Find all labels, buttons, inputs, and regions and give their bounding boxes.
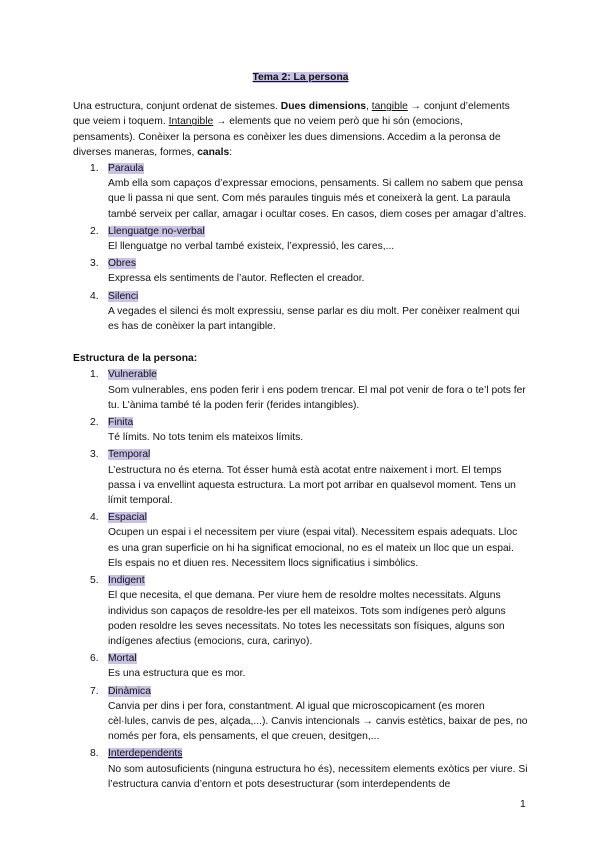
- list-number: 3.: [90, 258, 99, 270]
- list-number: 8.: [90, 748, 99, 760]
- list-item: [73, 289, 528, 335]
- page-title-text: Tema 2: La persona: [252, 72, 349, 83]
- list-item-desc: El llenguatge no verbal també existeix, l’expressió, les cares,...: [108, 241, 395, 253]
- list-number: 6.: [90, 653, 99, 665]
- intro-underline-tangible: tangible: [371, 101, 408, 113]
- list-item-label: Paraula: [108, 163, 144, 175]
- list-item-label: Dinàmica: [108, 685, 151, 697]
- list-item-label: Espacial: [108, 512, 147, 524]
- intro-underline-intangible: Intangible: [168, 116, 214, 128]
- list-item: [73, 573, 528, 649]
- list-item-desc: L’estructura no és eterna. Tot ésser humà està acotat entre naixement i mort. El temps passa i va envellint aquesta estructura. La mort pot arribar en qualsevol moment. Tens un límit temporal.: [108, 464, 516, 507]
- list-number: 4.: [90, 512, 99, 524]
- list-item-desc: Té límits. No tots tenim els mateixos límits.: [108, 432, 304, 444]
- list-item-label: Indigent: [108, 575, 145, 587]
- list-item-label: Finita: [108, 417, 134, 429]
- canals-list: [73, 161, 528, 334]
- list-item-desc: Som vulnerables, ens poden ferir i ens podem trencar. El mal pot venir de fora o te’l pots fer tu. L’ànima també té la poden ferir (ferides intangibles).: [108, 384, 526, 411]
- list-item-desc: El que necesita, el que demana. Per viure hem de resoldre moltes necessitats. Alguns individus son capaços de resoldre-les per ell mateixos. Tots som indígenes però alguns poden resoldre les seves necessitats. No totes les necessitats son físiques, alguns son indígenes afectius (emocions, cura, carinyo).: [108, 590, 506, 647]
- list-item: [73, 224, 528, 254]
- document-body: [73, 70, 528, 794]
- list-item: [73, 256, 528, 286]
- intro-text-3: → conjunt d’elements que veiem i toquem.: [73, 101, 510, 128]
- list-number: 1.: [90, 163, 99, 175]
- list-item-label: Obres: [108, 258, 137, 270]
- intro-paragraph: [73, 99, 528, 160]
- list-item: [73, 684, 528, 745]
- section-heading: Estructura de la persona:: [73, 353, 198, 365]
- page-number: 1: [520, 799, 526, 810]
- list-item-desc: Canvia per dins i per fora, constantment. Al igual que microscopicament (es moren cèl·lules, canvis de pes, alçada,...). Canvis intencionals → canvis estètics, baixar de pes, no només per fora, els pensaments, el que creuen, desitgen,...: [108, 700, 528, 743]
- list-number: 3.: [90, 449, 99, 461]
- intro-text-2: ,: [366, 101, 372, 113]
- list-item-desc: Es una estructura que es mor.: [108, 668, 246, 680]
- list-number: 4.: [90, 290, 99, 302]
- list-item: [73, 367, 528, 413]
- intro-text-4: → elements que no veiem però que hi són (emocions, pensaments). Conèixer la persona es conèixer les dues dimensions. Accedim a la peronsa de diverses maneras, formes,: [73, 116, 501, 158]
- list-item-desc: No som autosuficients (ninguna estructura ho és), necessitem elements exòtics per viure. Si l’estructura canvia d’entorn et pots desestructurar (som interdependents de: [108, 763, 528, 790]
- list-number: 1.: [90, 369, 99, 381]
- list-item-label: Temporal: [108, 449, 151, 461]
- page-title: [73, 70, 528, 85]
- list-item-desc: A vegades el silenci és molt expressiu, sense parlar es diu molt. Per conèixer realment qui es has de conèixer la part intangible.: [108, 305, 520, 333]
- list-item-label: Llenguatge no-verbal: [108, 225, 205, 237]
- intro-bold-dimensions: Dues dimensions: [280, 101, 367, 113]
- estructura-list: [73, 367, 528, 791]
- intro-bold-canals: canals: [197, 146, 230, 158]
- intro-text-1: Una estructura, conjunt ordenat de sistemes.: [73, 101, 281, 113]
- list-item-desc: Amb ella som capaços d’expressar emocions, pensaments. Si callem no sabem que pensa que li passa ni que sent. Com més paraules tinguis més et coneixerà la gent. La paraula també serveix per callar, amagar i ocultar coses. En casos, diem coses per amagar d’altres.: [108, 178, 527, 220]
- list-number: 7.: [90, 685, 99, 697]
- list-number: 2.: [90, 417, 99, 429]
- list-number: 2.: [90, 225, 99, 237]
- list-item-label: Interdependents: [108, 748, 183, 760]
- list-item: [73, 161, 528, 222]
- list-item: [73, 447, 528, 508]
- list-item-label: Silenci: [108, 290, 139, 302]
- list-item: [73, 651, 528, 681]
- list-item-desc: Expressa els sentiments de l’autor. Reflecten el creador.: [108, 273, 365, 285]
- list-item: [73, 510, 528, 571]
- list-item-label: Mortal: [108, 653, 137, 665]
- list-item-desc: Ocupen un espai i el necessitem per viure (espai vital). Necessitem espais adequats. Lloc es una gran superficie on hi ha significat emocional, no es el mateix un lloc que un espai. Els espais no et diuen res. Necessitem llocs significatius i simbòlics.: [108, 527, 518, 569]
- list-number: 5.: [90, 575, 99, 587]
- list-item: [73, 746, 528, 792]
- intro-text-5: :: [229, 146, 233, 158]
- list-item-label: Vulnerable: [108, 369, 157, 381]
- list-item: [73, 415, 528, 445]
